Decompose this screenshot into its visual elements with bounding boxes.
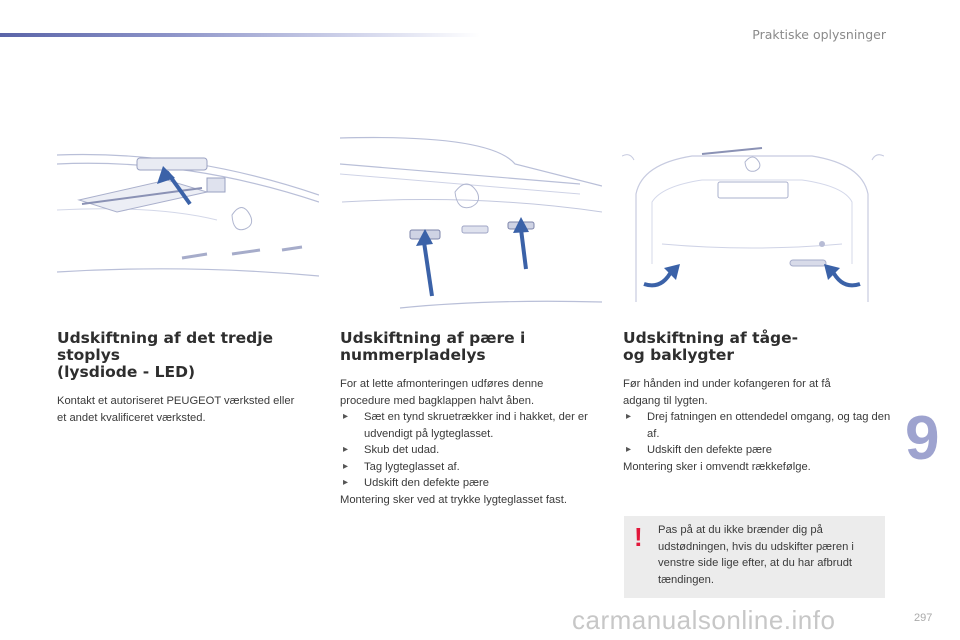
warning-text: Pas på at du ikke brænder dig på udstødningen, hvis du udskifter pæren i venstre side lige efter, at du har afbrudt tændingen. xyxy=(658,524,854,586)
step-list xyxy=(623,409,891,459)
column-title-line2: (lysdiode - LED) xyxy=(57,363,196,381)
column-outro: Montering sker i omvendt rækkefølge. xyxy=(623,460,811,473)
column-title-line1: Udskiftning af pære i xyxy=(340,329,526,347)
column-number-plate-light xyxy=(340,330,608,508)
list-item: ▸ Udskift den defekte pære xyxy=(623,442,891,459)
column-title-line1: Udskiftning af det tredje stoplys xyxy=(57,329,274,364)
list-item: ▸ Skub det udad. xyxy=(340,442,608,459)
header-accent-bar xyxy=(0,33,480,37)
column-title-line1: Udskiftning af tåge- xyxy=(623,329,799,347)
column-intro: For at lette afmonteringen udføres denne procedure med bagklappen halvt åben. xyxy=(340,378,544,407)
list-item: ▸ Drej fatningen en ottendedel omgang, og tag den af. xyxy=(623,409,891,442)
list-item: ▸ Tag lygteglasset af. xyxy=(340,459,608,476)
column-title xyxy=(57,330,325,381)
column-title xyxy=(623,330,891,364)
column-third-brake-light xyxy=(57,330,325,426)
column-fog-reverse-light xyxy=(623,330,891,475)
column-intro: Før hånden ind under kofangeren for at få adgang til lygten. xyxy=(623,378,831,407)
section-title: Praktiske oplysninger xyxy=(752,27,886,42)
list-item: ▸ Sæt en tynd skruetrækker ind i hakket, der er udvendigt på lygteglasset. xyxy=(340,409,608,442)
warning-box xyxy=(624,516,885,598)
column-intro: Kontakt et autoriseret PEUGEOT værksted eller et andet kvalificeret værksted. xyxy=(57,395,295,424)
fog-reverse-light-illustration xyxy=(622,134,884,304)
warning-icon: ! xyxy=(634,522,643,552)
column-outro: Montering sker ved at trykke lygteglasset fast. xyxy=(340,493,567,506)
step-list xyxy=(340,409,608,492)
page-number: 297 xyxy=(914,612,933,624)
list-item: ▸ Udskift den defekte pære xyxy=(340,475,608,492)
third-brake-light-illustration xyxy=(57,140,319,280)
column-title-line2: nummerpladelys xyxy=(340,346,486,364)
number-plate-light-illustration xyxy=(340,134,602,310)
column-title xyxy=(340,330,608,364)
column-title-line2: og baklygter xyxy=(623,346,735,364)
watermark: carmanualsonline.info xyxy=(572,605,836,635)
chapter-number: 9 xyxy=(905,404,940,473)
